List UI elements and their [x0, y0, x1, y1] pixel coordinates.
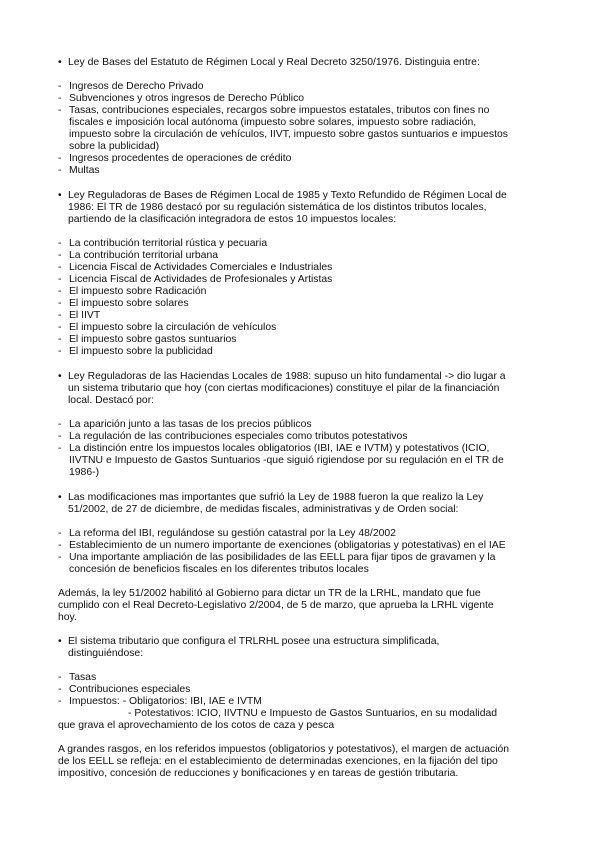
list-item-text: sobre la publicidad) — [69, 141, 160, 152]
list-item-text: - El impuesto sobre Radicación — [69, 286, 207, 297]
list-ingresos-1976 — [58, 81, 520, 177]
bullet-ley-bases-1976 — [58, 57, 530, 69]
bullet-line: un sistema tributario que hoy (con ciertas modificaciones) constituye el pilar de la financiación — [68, 383, 500, 394]
list-item — [58, 93, 520, 105]
bullet-ley-1985 — [58, 190, 530, 226]
bullet-line: • Las modificaciones mas importantes que sufrió la Ley de 1988 fueron la que realizo la Ley — [68, 492, 484, 503]
paragraph-line: hoy. — [58, 612, 77, 623]
list-sistema-trlrhl — [58, 672, 520, 708]
bullet-modificaciones — [58, 492, 530, 516]
list-item-text: - Tasas, contribuciones especiales, recargos sobre impuestos estatales, tributos con fines no — [69, 105, 490, 116]
list-item — [58, 672, 520, 684]
list-item-text: - El IIVT — [69, 310, 101, 321]
list-item — [58, 81, 520, 93]
list-ley-1988 — [58, 419, 520, 479]
list-item — [58, 419, 520, 431]
list-item — [58, 540, 520, 552]
impuestos-potestativos — [58, 708, 520, 732]
list-item-text: - Impuestos: - Obligatorios: IBI, IAE e IVTM — [69, 696, 262, 707]
list-item — [58, 238, 520, 250]
bullet-line: • Ley Reguladoras de Bases de Régimen Local de 1985 y Texto Refundido de Régimen Local de — [68, 190, 507, 201]
list-item — [58, 528, 520, 540]
list-item-text: - La reforma del IBI, regulándose su gestión catastral por la Ley 48/2002 — [69, 528, 396, 539]
bullet-line: 51/2002, de 27 de diciembre, de medidas fiscales, administrativas y de Orden social: — [68, 504, 459, 515]
paragraph-line: de los EELL se refleja: en el establecimiento de determinadas exenciones, en la fijación del tipo — [58, 756, 498, 767]
list-item — [58, 322, 520, 334]
list-item-text: - Ingresos de Derecho Privado — [69, 81, 204, 92]
list-item-text: - El impuesto sobre solares — [69, 298, 189, 309]
list-item-text: - Licencia Fiscal de Actividades Comerciales e Industriales — [69, 262, 333, 273]
list-item — [58, 286, 520, 298]
list-item — [58, 346, 520, 358]
list-item — [58, 443, 520, 479]
bullet-line: local. Destacó por: — [68, 395, 155, 406]
list-item — [58, 250, 520, 262]
list-item-text: - Tasas — [69, 672, 97, 683]
list-item — [58, 552, 520, 576]
list-item-text: concesión de beneficios fiscales en los diferentes tributos locales — [69, 564, 369, 575]
list-item-text: impuesto sobre la circulación de vehículos, IIVT, impuesto sobre gastos suntuarios e impuestos — [69, 129, 508, 140]
paragraph-line: A grandes rasgos, en los referidos impuestos (obligatorios y potestativos), el margen de actuación — [58, 744, 510, 755]
paragraph-line: impositivo, concesión de reducciones y bonificaciones y en tareas de gestión tributaria. — [58, 768, 459, 779]
paragraph-margen-actuacion — [58, 744, 520, 780]
list-item-text: - La distinción entre los impuestos locales obligatorios (IBI, IAE e IVTM) y potestativos (ICIO, — [69, 443, 490, 454]
list-item — [58, 696, 520, 708]
list-item — [58, 105, 520, 153]
bullet-line: distinguiéndose: — [68, 648, 144, 659]
list-item — [58, 310, 520, 322]
sub-line: que grava el aprovechamiento de los cotos de caza y pesca — [58, 720, 335, 731]
list-item-text: - Contribuciones especiales — [69, 684, 191, 695]
list-item — [58, 262, 520, 274]
bullet-line: • Ley de Bases del Estatuto de Régimen Local y Real Decreto 3250/1976. Distinguia entre: — [68, 57, 480, 68]
bullet-ley-1988 — [58, 371, 530, 407]
bullet-line: • Ley Reguladoras de las Haciendas Locales de 1988: supuso un hito fundamental -> dio lugar a — [68, 371, 506, 382]
list-item — [58, 334, 520, 346]
list-item-text: - Establecimiento de un numero importante de exenciones (obligatorias y potestativas) en el IAE — [69, 540, 506, 551]
list-item — [58, 165, 520, 177]
list-modificaciones — [58, 528, 520, 576]
list-item — [58, 274, 520, 286]
list-item-text: - La contribución territorial rústica y pecuaria — [69, 238, 268, 249]
list-item-text: - Subvenciones y otros ingresos de Derecho Público — [69, 93, 305, 104]
sub-line: - Potestativos: ICIO, IIVTNU e Impuesto de Gastos Suntuarios, en su modalidad — [128, 708, 498, 719]
list-item — [58, 431, 520, 443]
list-item-text: 1986-) — [69, 467, 100, 478]
list-item — [58, 298, 520, 310]
list-item-text: fiscales e imposición local autónoma (impuesto sobre solares, impuesto sobre radiación, — [69, 117, 477, 128]
bullet-line: 1986: El TR de 1986 destacó por su regulación sistemática de los distintos tributos locales, — [68, 202, 487, 213]
paragraph-line: cumplido con el Real Decreto-Legislativo 2/2004, de 5 de marzo, que aprueba la LRHL vigente — [58, 600, 494, 611]
list-item-text: - La aparición junto a las tasas de los precios públicos — [69, 419, 312, 430]
paragraph-ley-51-2002 — [58, 588, 520, 624]
list-item-text: - Una importante ampliación de las posibilidades de las EELL para fijar tipos de gravamen y la — [69, 552, 496, 563]
bullet-line: partiendo de la clasificación integradora de estos 10 impuestos locales: — [68, 214, 397, 225]
list-item-text: - La contribución territorial urbana — [69, 250, 219, 261]
list-item-text: - El impuesto sobre la circulación de vehículos — [69, 322, 277, 333]
paragraph-line: Además, la ley 51/2002 habilitó al Gobierno para dictar un TR de la LRHL, mandato que fue — [58, 588, 481, 599]
list-item-text: - La regulación de las contribuciones especiales como tributos potestativos — [69, 431, 408, 442]
list-item — [58, 684, 520, 696]
list-item-text: - El impuesto sobre la publicidad — [69, 346, 213, 357]
list-item-text: IIVTNU e Impuesto de Gastos Suntuarios -que siguió rigiendose por su regulación en el TR de — [69, 455, 504, 466]
list-item-text: - Multas — [69, 165, 100, 176]
list-item-text: - Ingresos procedentes de operaciones de crédito — [69, 153, 292, 164]
list-item-text: - Licencia Fiscal de Actividades de Profesionales y Artistas — [69, 274, 333, 285]
list-impuestos-locales-1986 — [58, 238, 520, 358]
list-item-text: - El impuesto sobre gastos suntuarios — [69, 334, 237, 345]
list-item — [58, 153, 520, 165]
bullet-sistema-trlrhl — [58, 636, 530, 660]
bullet-line: • El sistema tributario que configura el TRLRHL posee una estructura simplificada, — [68, 636, 440, 647]
